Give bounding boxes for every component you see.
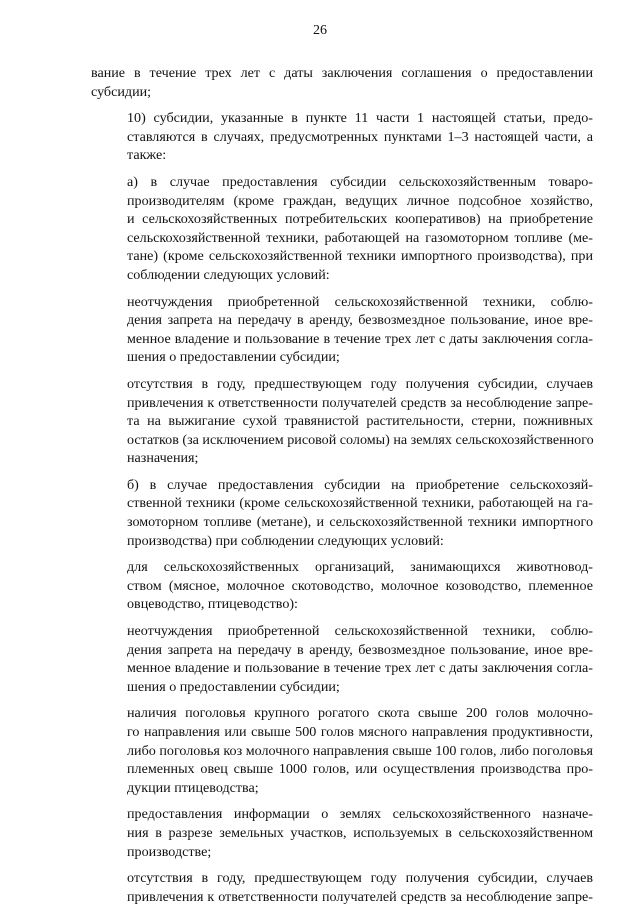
text-line: шения о предоставлении субсидии; [127,678,340,695]
text-line: племенных овец свыше 1000 голов, или осуществления производства про- [127,761,593,778]
text-line: неотчуждения приобретенной сельскохозяйственной техники, соблю- [127,293,593,310]
text-line: тане) (кроме сельскохозяйственной техники импортного производства), при [127,248,593,265]
page-number: 26 [313,23,327,38]
paragraph-p4 [91,375,593,468]
text-line: вание в течение трех лет с даты заключения соглашения о предоставлении [91,65,593,81]
text-line: овцеводство, птицеводство): [127,596,298,613]
text-line: а) в случае предоставления субсидии сельскохозяйственным товаро- [127,173,593,190]
text-line: предоставления информации о землях сельскохозяйственного назначе- [127,806,593,823]
text-line: и сельскохозяйственных потребительских кооперативов) на приобретение [127,211,593,228]
text-line: ния в разрезе земельных участков, используемых в сельскохозяйственном [127,824,593,841]
paragraph-p10 [91,869,593,906]
text-line: субсидии; [91,83,152,100]
text-line: для сельскохозяйственных организаций, занимающихся животновод- [127,559,593,576]
text-line: производстве; [127,843,212,860]
document-body [91,64,593,914]
text-line: производства) при соблюдении следующих условий: [127,532,444,549]
text-line: ставляются в случаях, предусмотренных пунктами 1–3 настоящей части, а [127,128,593,145]
paragraph-p1 [91,109,593,165]
text-line: дукции птицеводства; [127,779,259,796]
text-line: дения запрета на передачу в аренду, безвозмездное пользование, иное вре- [127,641,593,658]
text-line: наличия поголовья крупного рогатого скота свыше 200 голов молочно- [127,705,593,722]
text-line: б) в случае предоставления субсидии на приобретение сельскохозяй- [127,476,593,493]
text-line: производителям (кроме граждан, ведущих личное подсобное хозяйство, [127,192,593,209]
paragraph-p6 [91,558,593,614]
paragraph-p5 [91,476,593,550]
text-line: го направления или свыше 500 голов мясного направления продуктивности, [127,724,593,740]
paragraph-p7 [91,622,593,696]
text-line: та на выжигание сухой травянистой растительности, стерни, пожнивных [127,413,593,430]
text-line: зомоторном топливе (метане), и сельскохозяйственной техники импортного [127,514,593,531]
text-line: либо поголовья коз молочного направления свыше 100 голов, либо поголовья [127,742,593,759]
text-line: привлечения к ответственности получателей средств за несоблюдение запре- [127,888,593,905]
text-line: дения запрета на передачу в аренду, безвозмездное пользование, иное вре- [127,312,593,329]
text-line: остатков (за исключением рисовой соломы) на землях сельскохозяйственного [127,431,594,448]
paragraph-p3 [91,293,593,367]
text-line: менное владение и пользование в течение трех лет с даты заключения согла- [127,660,593,677]
text-line: 10) субсидии, указанные в пункте 11 части 1 настоящей статьи, предо- [127,110,593,127]
paragraph-p0 [91,64,593,101]
text-line: менное владение и пользование в течение трех лет с даты заключения согла- [127,330,593,347]
text-line: шения о предоставлении субсидии; [127,349,340,366]
text-line: также: [127,147,167,164]
text-line: соблюдении следующих условий: [127,266,330,283]
paragraph-p9 [91,805,593,861]
text-line: отсутствия в году, предшествующем году получения субсидии, случаев [127,870,593,887]
text-line: привлечения к ответственности получателей средств за несоблюдение запре- [127,394,593,411]
paragraph-p2 [91,173,593,285]
text-line: сельскохозяйственной техники, работающей на газомоторном топливе (ме- [127,229,593,246]
text-line: ством (мясное, молочное скотоводство, молочное козоводство, племенное [127,577,593,594]
paragraph-p8 [91,704,593,797]
text-line: ственной техники (кроме сельскохозяйственной техники, работающей на га- [127,495,593,512]
text-line: назначения; [127,450,199,467]
text-line: неотчуждения приобретенной сельскохозяйственной техники, соблю- [127,623,593,640]
text-line: отсутствия в году, предшествующем году получения субсидии, случаев [127,375,593,392]
